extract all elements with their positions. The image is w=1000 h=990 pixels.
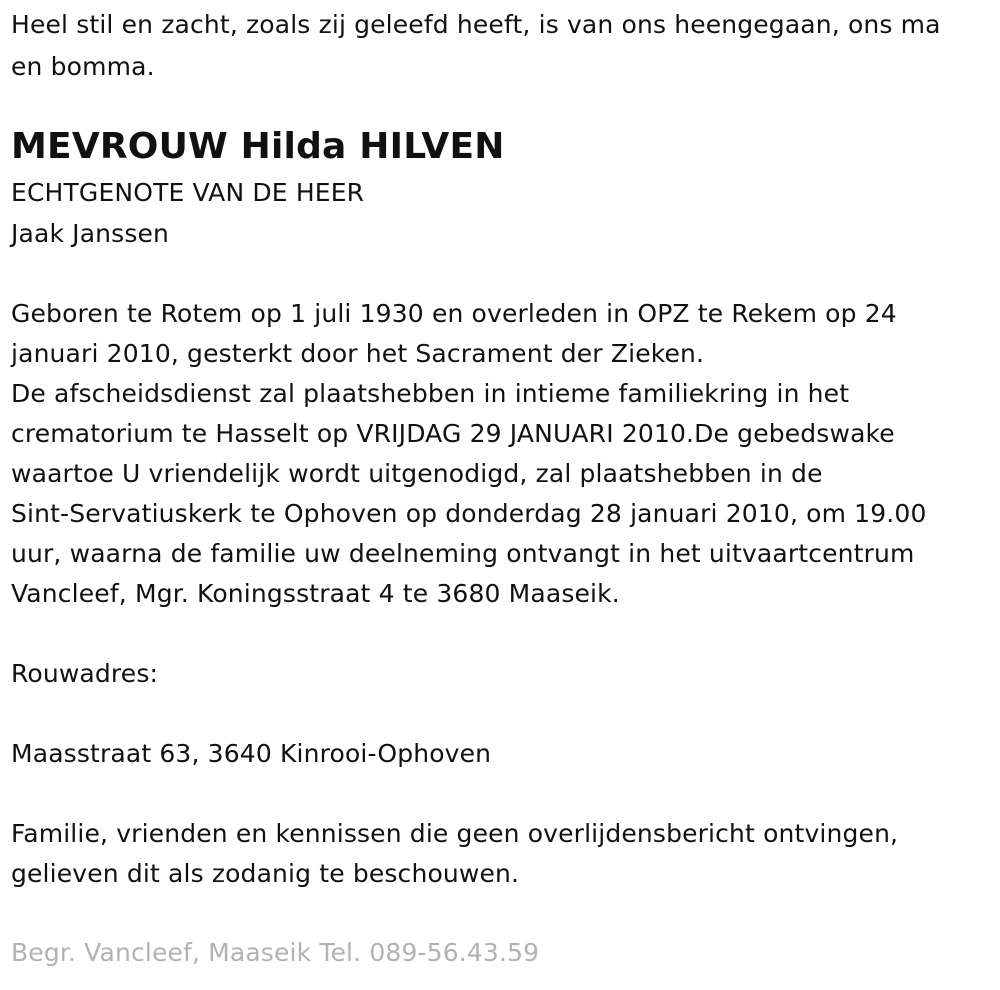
intro-line-1: Heel stil en zacht, zoals zij geleefd heeft, is van ons heengegaan, ons ma: [11, 10, 941, 39]
address-label: Rouwadres:: [11, 659, 159, 688]
body-line: De afscheidsdienst zal plaatshebben in intieme familiekring in het: [11, 379, 850, 408]
address-value: Maasstraat 63, 3640 Kinrooi-Ophoven: [11, 739, 492, 768]
body-line: Vancleef, Mgr. Koningsstraat 4 te 3680 Maaseik.: [11, 579, 620, 608]
body-line: uur, waarna de familie uw deelneming ontvangt in het uitvaartcentrum: [11, 539, 915, 568]
notice-line-2: gelieven dit als zodanig te beschouwen.: [11, 859, 520, 888]
funeral-director-footer: Begr. Vancleef, Maaseik Tel. 089-56.43.59: [11, 938, 540, 967]
spouse-name: Jaak Janssen: [11, 219, 170, 248]
body-line: Sint-Servatiuskerk te Ophoven op donderdag 28 januari 2010, om 19.00: [11, 499, 927, 528]
intro-line-2: en bomma.: [11, 52, 155, 81]
relation-label: ECHTGENOTE VAN DE HEER: [11, 178, 365, 207]
body-line: crematorium te Hasselt op VRIJDAG 29 JANUARI 2010.De gebedswake: [11, 419, 895, 448]
body-line: waartoe U vriendelijk wordt uitgenodigd, zal plaatshebben in de: [11, 459, 823, 488]
deceased-name: MEVROUW Hilda HILVEN: [11, 126, 505, 167]
notice-line-1: Familie, vrienden en kennissen die geen overlijdensbericht ontvingen,: [11, 819, 899, 848]
body-line: januari 2010, gesterkt door het Sacrament der Zieken.: [11, 339, 705, 368]
body-line: Geboren te Rotem op 1 juli 1930 en overleden in OPZ te Rekem op 24: [11, 299, 897, 328]
